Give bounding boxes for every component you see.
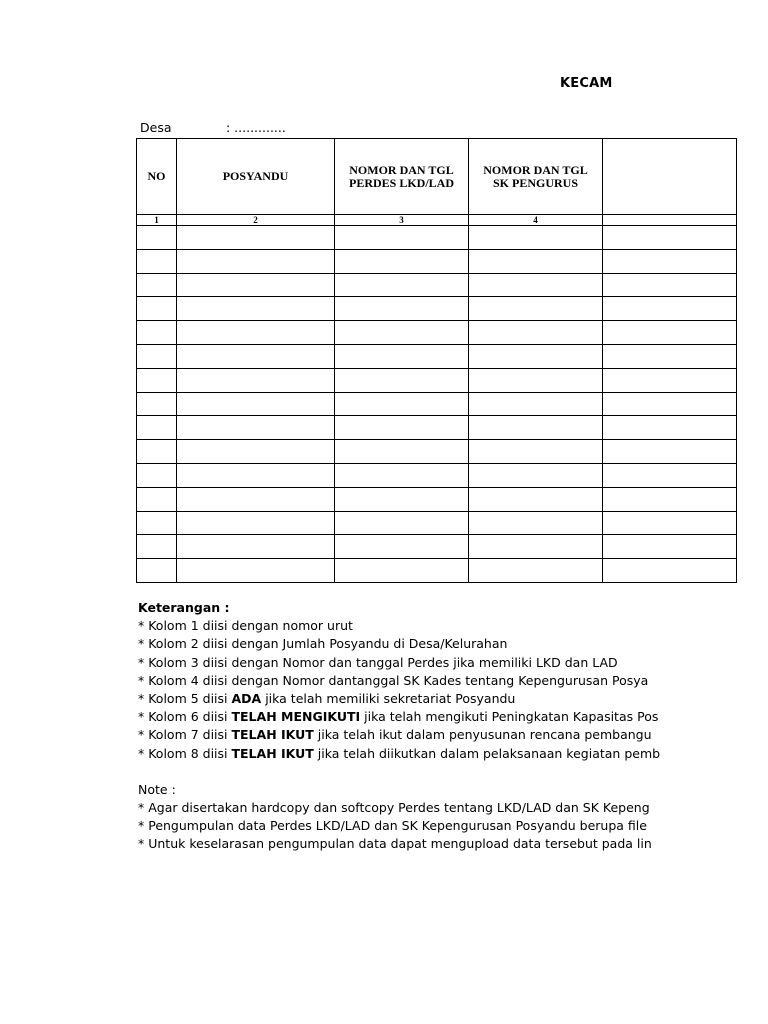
table-cell: [177, 535, 335, 559]
table-cell: [335, 321, 469, 345]
col-number: 4: [469, 215, 603, 226]
table-cell: [469, 511, 603, 535]
notes-section: [138, 599, 660, 854]
table-cell: [177, 249, 335, 273]
note-item: * Pengumpulan data Perdes LKD/LAD dan SK Kepengurusan Posyandu berupa file: [138, 818, 647, 834]
table-cell: [469, 487, 603, 511]
table-cell: [469, 321, 603, 345]
table-cell: [335, 273, 469, 297]
table-cell: [603, 440, 737, 464]
table-cell: [137, 226, 177, 250]
table-cell: [335, 487, 469, 511]
table-row: [137, 559, 737, 583]
table-cell: [603, 297, 737, 321]
table-cell: [335, 440, 469, 464]
table-cell: [137, 392, 177, 416]
column-number-row: [137, 215, 737, 226]
table-row: [137, 368, 737, 392]
table-row: [137, 416, 737, 440]
table-cell: [603, 416, 737, 440]
col-header-no: NO: [137, 139, 177, 215]
desa-field: [140, 120, 286, 135]
col-number: 1: [137, 215, 177, 226]
table-cell: [177, 392, 335, 416]
table-cell: [603, 487, 737, 511]
table-cell: [335, 392, 469, 416]
col-header-sk-pengurus: NOMOR DAN TGL SK PENGURUS: [469, 139, 603, 215]
table-cell: [177, 321, 335, 345]
table-row: [137, 249, 737, 273]
table-row: [137, 463, 737, 487]
keterangan-item: * Kolom 1 diisi dengan nomor urut: [138, 618, 353, 634]
table-row: [137, 297, 737, 321]
table-cell: [603, 368, 737, 392]
table-cell: [177, 297, 335, 321]
table-cell: [603, 511, 737, 535]
keterangan-item: * Kolom 4 diisi dengan Nomor dantanggal SK Kades tentang Kepengurusan Posya: [138, 672, 649, 688]
table-cell: [603, 226, 737, 250]
table-cell: [137, 535, 177, 559]
table-cell: [469, 344, 603, 368]
table-cell: [335, 535, 469, 559]
table-cell: [137, 416, 177, 440]
table-cell: [177, 226, 335, 250]
table-cell: [177, 344, 335, 368]
note-item: * Untuk keselarasan pengumpulan data dapat mengupload data tersebut pada lin: [138, 836, 652, 852]
table-cell: [603, 392, 737, 416]
table-cell: [177, 440, 335, 464]
table-cell: [469, 392, 603, 416]
table-cell: [603, 321, 737, 345]
table-cell: [137, 249, 177, 273]
page-title: KECAM: [560, 76, 613, 91]
table-row: [137, 535, 737, 559]
keterangan-item: * Kolom 7 diisi TELAH IKUT jika telah ikut dalam penyusunan rencana pembangu: [138, 727, 652, 743]
table-cell: [603, 463, 737, 487]
table-cell: [335, 368, 469, 392]
keterangan-item: * Kolom 5 diisi ADA jika telah memiliki sekretariat Posyandu: [138, 690, 516, 706]
table-cell: [177, 463, 335, 487]
table-header-row: [137, 139, 737, 215]
table-cell: [137, 344, 177, 368]
note-item: * Agar disertakan hardcopy dan softcopy Perdes tentang LKD/LAD dan SK Kepeng: [138, 800, 650, 816]
col-number: [603, 215, 737, 226]
keterangan-item: * Kolom 6 diisi TELAH MENGIKUTI jika telah mengikuti Peningkatan Kapasitas Pos: [138, 709, 659, 725]
table-row: [137, 511, 737, 535]
table-cell: [137, 273, 177, 297]
table-cell: [469, 416, 603, 440]
table-cell: [177, 511, 335, 535]
table-cell: [469, 535, 603, 559]
keterangan-item: * Kolom 8 diisi TELAH IKUT jika telah diikutkan dalam pelaksanaan kegiatan pemb: [138, 745, 661, 761]
table-cell: [603, 249, 737, 273]
table-cell: [137, 559, 177, 583]
col-header-perdes: NOMOR DAN TGL PERDES LKD/LAD: [335, 139, 469, 215]
table-row: [137, 321, 737, 345]
table-cell: [137, 297, 177, 321]
table-cell: [469, 559, 603, 583]
table-cell: [335, 226, 469, 250]
table-cell: [335, 559, 469, 583]
table-cell: [603, 559, 737, 583]
table-cell: [137, 368, 177, 392]
desa-value: : .............: [226, 120, 286, 135]
table-cell: [469, 368, 603, 392]
table-cell: [177, 416, 335, 440]
table-row: [137, 273, 737, 297]
table-cell: [603, 273, 737, 297]
table-cell: [469, 249, 603, 273]
table-cell: [177, 273, 335, 297]
table-cell: [177, 487, 335, 511]
col-number: 3: [335, 215, 469, 226]
table-cell: [137, 463, 177, 487]
table-cell: [335, 249, 469, 273]
table-row: [137, 344, 737, 368]
table-cell: [469, 226, 603, 250]
col-header-5: [603, 139, 737, 215]
table-cell: [137, 321, 177, 345]
col-number: 2: [177, 215, 335, 226]
table-cell: [177, 368, 335, 392]
table-row: [137, 226, 737, 250]
table-cell: [137, 511, 177, 535]
table-cell: [177, 559, 335, 583]
table-cell: [469, 273, 603, 297]
table-cell: [335, 344, 469, 368]
keterangan-item: * Kolom 2 diisi dengan Jumlah Posyandu di Desa/Kelurahan: [138, 636, 508, 652]
note-title: Note :: [138, 781, 176, 797]
table-cell: [603, 344, 737, 368]
table-cell: [603, 535, 737, 559]
table-cell: [469, 440, 603, 464]
table-cell: [137, 487, 177, 511]
table-row: [137, 440, 737, 464]
table-cell: [335, 511, 469, 535]
desa-label: Desa: [140, 120, 172, 135]
keterangan-title: Keterangan :: [138, 600, 230, 615]
table-cell: [335, 297, 469, 321]
table-row: [137, 487, 737, 511]
table-cell: [335, 463, 469, 487]
keterangan-item: * Kolom 3 diisi dengan Nomor dan tanggal Perdes jika memiliki LKD dan LAD: [138, 654, 618, 670]
col-header-posyandu: POSYANDU: [177, 139, 335, 215]
table-cell: [335, 416, 469, 440]
table-cell: [469, 297, 603, 321]
table-cell: [137, 440, 177, 464]
posyandu-table: [136, 138, 737, 583]
table-row: [137, 392, 737, 416]
table-cell: [469, 463, 603, 487]
